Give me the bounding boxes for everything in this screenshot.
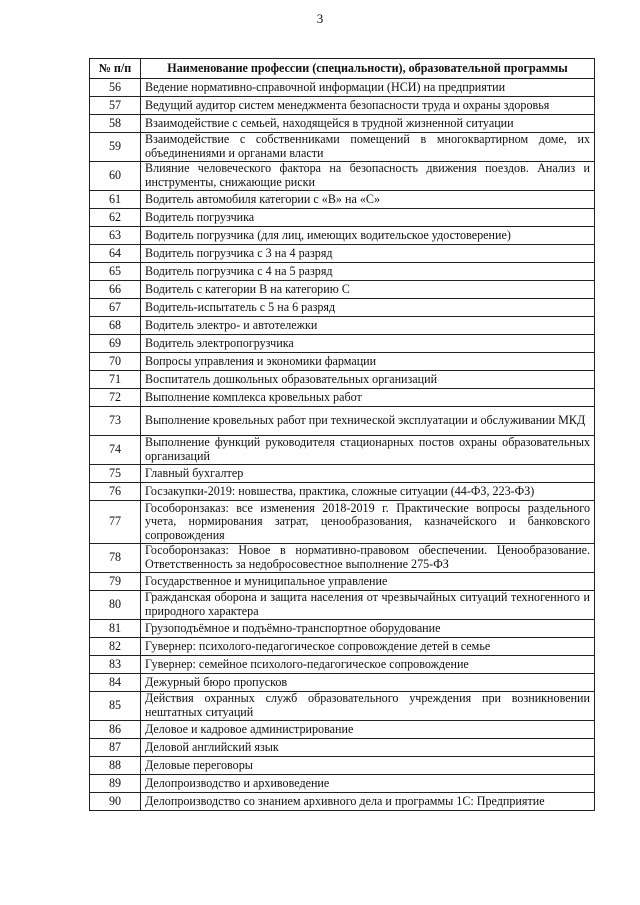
row-number: 67	[90, 299, 141, 317]
page-number: 3	[316, 11, 324, 26]
row-number: 77	[90, 501, 141, 544]
row-number: 57	[90, 97, 141, 115]
program-name: Водитель автомобиля категории с «В» на «С»	[141, 191, 595, 209]
table-row	[90, 317, 595, 335]
table-row	[90, 162, 595, 191]
table-row	[90, 97, 595, 115]
table-row	[90, 436, 595, 465]
program-name: Дежурный бюро пропусков	[141, 674, 595, 692]
row-number: 59	[90, 133, 141, 162]
program-name: Водитель погрузчика с 4 на 5 разряд	[141, 263, 595, 281]
table-row	[90, 299, 595, 317]
row-number: 70	[90, 353, 141, 371]
program-name: Взаимодействие с собственниками помещений в многоквартирном доме, их объединениями и органами власти	[141, 133, 595, 162]
table-row	[90, 793, 595, 811]
row-number: 82	[90, 638, 141, 656]
row-number: 63	[90, 227, 141, 245]
table-row	[90, 620, 595, 638]
row-number: 75	[90, 465, 141, 483]
header-program-name: Наименование профессии (специальности), образовательной программы	[141, 59, 595, 79]
program-name: Выполнение комплекса кровельных работ	[141, 389, 595, 407]
program-name: Гособоронзаказ: Новое в нормативно-правовом обеспечении. Ценообразование. Ответственность за недобросовестное выполнение 275-ФЗ	[141, 544, 595, 573]
table-row	[90, 692, 595, 721]
program-name: Выполнение функций руководителя стационарных постов охраны образовательных организаций	[141, 436, 595, 465]
table-row	[90, 501, 595, 544]
header-number: № п/п	[90, 59, 141, 79]
table-header-row	[90, 59, 595, 79]
table-row	[90, 79, 595, 97]
program-name: Гражданская оборона и защита населения от чрезвычайных ситуаций техногенного и природного характера	[141, 591, 595, 620]
table-row	[90, 335, 595, 353]
row-number: 86	[90, 721, 141, 739]
row-number: 65	[90, 263, 141, 281]
row-number: 66	[90, 281, 141, 299]
row-number: 88	[90, 757, 141, 775]
table-row	[90, 281, 595, 299]
row-number: 68	[90, 317, 141, 335]
program-name: Ведение нормативно-справочной информации (НСИ) на предприятии	[141, 79, 595, 97]
table-row	[90, 573, 595, 591]
program-name: Водитель с категории В на категорию С	[141, 281, 595, 299]
program-name: Водитель-испытатель с 5 на 6 разряд	[141, 299, 595, 317]
table-row	[90, 227, 595, 245]
table-row	[90, 757, 595, 775]
row-number: 90	[90, 793, 141, 811]
row-number: 78	[90, 544, 141, 573]
table-row	[90, 483, 595, 501]
table-row	[90, 721, 595, 739]
table-row	[90, 263, 595, 281]
row-number: 74	[90, 436, 141, 465]
table-row	[90, 591, 595, 620]
row-number: 81	[90, 620, 141, 638]
program-name: Гувернер: семейное психолого-педагогическое сопровождение	[141, 656, 595, 674]
row-number: 89	[90, 775, 141, 793]
program-name: Деловой английский язык	[141, 739, 595, 757]
table-row	[90, 245, 595, 263]
program-name: Госзакупки-2019: новшества, практика, сложные ситуации (44-ФЗ, 223-ФЗ)	[141, 483, 595, 501]
row-number: 60	[90, 162, 141, 191]
row-number: 84	[90, 674, 141, 692]
programs-table	[89, 58, 595, 811]
row-number: 83	[90, 656, 141, 674]
row-number: 71	[90, 371, 141, 389]
table-row	[90, 656, 595, 674]
table-row	[90, 465, 595, 483]
row-number: 61	[90, 191, 141, 209]
table-row	[90, 638, 595, 656]
table-row	[90, 115, 595, 133]
program-name: Взаимодействие с семьей, находящейся в трудной жизненной ситуации	[141, 115, 595, 133]
table-row	[90, 353, 595, 371]
row-number: 87	[90, 739, 141, 757]
table-row	[90, 407, 595, 436]
program-name: Деловые переговоры	[141, 757, 595, 775]
table-row	[90, 371, 595, 389]
program-name: Водитель погрузчика с 3 на 4 разряд	[141, 245, 595, 263]
program-name: Выполнение кровельных работ при технической эксплуатации и обслуживании МКД	[141, 407, 595, 436]
program-name: Ведущий аудитор систем менеджмента безопасности труда и охраны здоровья	[141, 97, 595, 115]
program-name: Гособоронзаказ: все изменения 2018-2019 г. Практические вопросы раздельного учета, нормирования затрат, ценообразования, казначейского и банковского сопровождения	[141, 501, 595, 544]
row-number: 80	[90, 591, 141, 620]
table-row	[90, 775, 595, 793]
row-number: 76	[90, 483, 141, 501]
program-name: Делопроизводство и архивоведение	[141, 775, 595, 793]
row-number: 69	[90, 335, 141, 353]
program-name: Воспитатель дошкольных образовательных организаций	[141, 371, 595, 389]
table-row	[90, 674, 595, 692]
table-row	[90, 739, 595, 757]
row-number: 56	[90, 79, 141, 97]
row-number: 79	[90, 573, 141, 591]
program-name: Водитель электропогрузчика	[141, 335, 595, 353]
table-row	[90, 544, 595, 573]
row-number: 58	[90, 115, 141, 133]
program-name: Гувернер: психолого-педагогическое сопровождение детей в семье	[141, 638, 595, 656]
program-name: Водитель электро- и автотележки	[141, 317, 595, 335]
table-row	[90, 389, 595, 407]
program-name: Водитель погрузчика (для лиц, имеющих водительское удостоверение)	[141, 227, 595, 245]
row-number: 72	[90, 389, 141, 407]
row-number: 85	[90, 692, 141, 721]
table-row	[90, 191, 595, 209]
table-row	[90, 133, 595, 162]
program-name: Государственное и муниципальное управление	[141, 573, 595, 591]
program-name: Влияние человеческого фактора на безопасность движения поездов. Анализ и инструменты, снижающие риски	[141, 162, 595, 191]
program-name: Водитель погрузчика	[141, 209, 595, 227]
program-name: Делопроизводство со знанием архивного дела и программы 1С: Предприятие	[141, 793, 595, 811]
program-name: Действия охранных служб образовательного учреждения при возникновении нештатных ситуаций	[141, 692, 595, 721]
row-number: 64	[90, 245, 141, 263]
program-name: Главный бухгалтер	[141, 465, 595, 483]
row-number: 62	[90, 209, 141, 227]
program-name: Грузоподъёмное и подъёмно-транспортное оборудование	[141, 620, 595, 638]
table-row	[90, 209, 595, 227]
row-number: 73	[90, 407, 141, 436]
program-name: Вопросы управления и экономики фармации	[141, 353, 595, 371]
program-name: Деловое и кадровое администрирование	[141, 721, 595, 739]
